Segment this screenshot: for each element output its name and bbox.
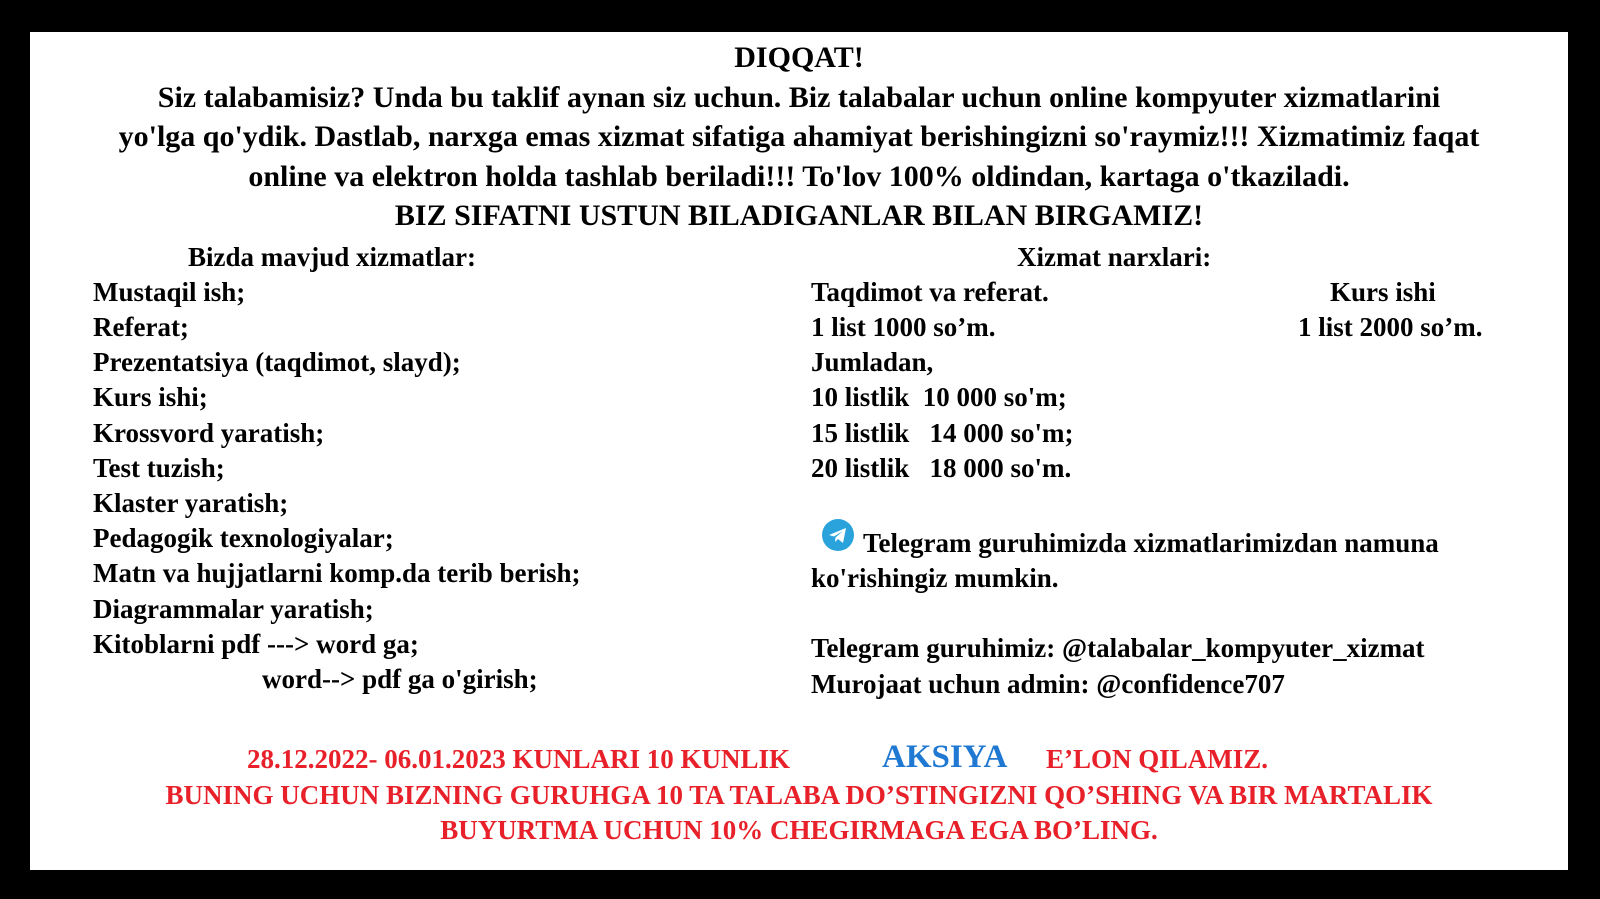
- service-item: word--> pdf ga o'girish;: [262, 664, 538, 694]
- prices-heading: Xizmat narxlari:: [1017, 242, 1212, 272]
- telegram-group-link[interactable]: Telegram guruhimiz: @talabalar_kompyuter_xizmat: [811, 633, 1425, 663]
- telegram-icon: [822, 519, 854, 551]
- intro-line-3: online va elektron holda tashlab beriladi!!! To'lov 100% oldindan, kartaga o'tkaziladi.: [248, 160, 1350, 193]
- intro-line-1: Siz talabamisiz? Unda bu taklif aynan siz uchun. Biz talabalar uchun online kompyuter xizmatlarini: [157, 81, 1441, 114]
- admin-contact-link[interactable]: Murojaat uchun admin: @confidence707: [811, 669, 1285, 699]
- services-heading: Bizda mavjud xizmatlar:: [188, 242, 476, 272]
- promo-aksiya: AKSIYA: [882, 739, 1008, 775]
- intro-line-2: yo'lga qo'ydik. Dastlab, narxga emas xizmat sifatiga ahamiyat berishingizni so'raymiz!!! Xizmatimiz faqat: [118, 120, 1480, 153]
- service-item: Referat;: [93, 312, 189, 342]
- price-left-per-page: 1 list 1000 so’m.: [811, 312, 996, 342]
- price-tier: 15 listlik 14 000 so'm;: [811, 418, 1074, 448]
- telegram-sample-line-2: ko'rishingiz mumkin.: [811, 563, 1059, 593]
- service-item: Klaster yaratish;: [93, 488, 289, 518]
- service-item: Test tuzish;: [93, 453, 225, 483]
- price-including: Jumladan,: [811, 347, 934, 377]
- promo-announce: E’LON QILAMIZ.: [1046, 744, 1269, 774]
- telegram-sample-line-1: Telegram guruhimizda xizmatlarimizdan namuna: [863, 528, 1439, 558]
- service-item: Pedagogik texnologiyalar;: [93, 523, 394, 553]
- promo-dates: 28.12.2022- 06.01.2023 KUNLARI 10 KUNLIK: [247, 744, 791, 774]
- service-item: Mustaqil ish;: [93, 277, 246, 307]
- slogan: BIZ SIFATNI USTUN BILADIGANLAR BILAN BIRGAMIZ!: [394, 199, 1204, 232]
- price-tier: 20 listlik 18 000 so'm.: [811, 453, 1072, 483]
- service-item: Diagrammalar yaratish;: [93, 594, 374, 624]
- service-item: Kurs ishi;: [93, 382, 208, 412]
- flyer-sheet: [30, 32, 1568, 870]
- page-title: DIQQAT!: [734, 41, 864, 74]
- promo-line-2: BUNING UCHUN BIZNING GURUHGA 10 TA TALABA DO’STINGIZNI QO’SHING VA BIR MARTALIK: [165, 780, 1433, 810]
- price-right-per-page: 1 list 2000 so’m.: [1298, 312, 1483, 342]
- service-item: Kitoblarni pdf ---> word ga;: [93, 629, 419, 659]
- service-item: Prezentatsiya (taqdimot, slayd);: [93, 347, 461, 377]
- price-tier: 10 listlik 10 000 so'm;: [811, 382, 1067, 412]
- service-item: Matn va hujjatlarni komp.da terib berish;: [93, 558, 581, 588]
- service-item: Krossvord yaratish;: [93, 418, 325, 448]
- promo-line-3: BUYURTMA UCHUN 10% CHEGIRMAGA EGA BO’LING.: [440, 815, 1158, 845]
- price-right-title: Kurs ishi: [1330, 277, 1436, 307]
- price-left-title: Taqdimot va referat.: [811, 277, 1049, 307]
